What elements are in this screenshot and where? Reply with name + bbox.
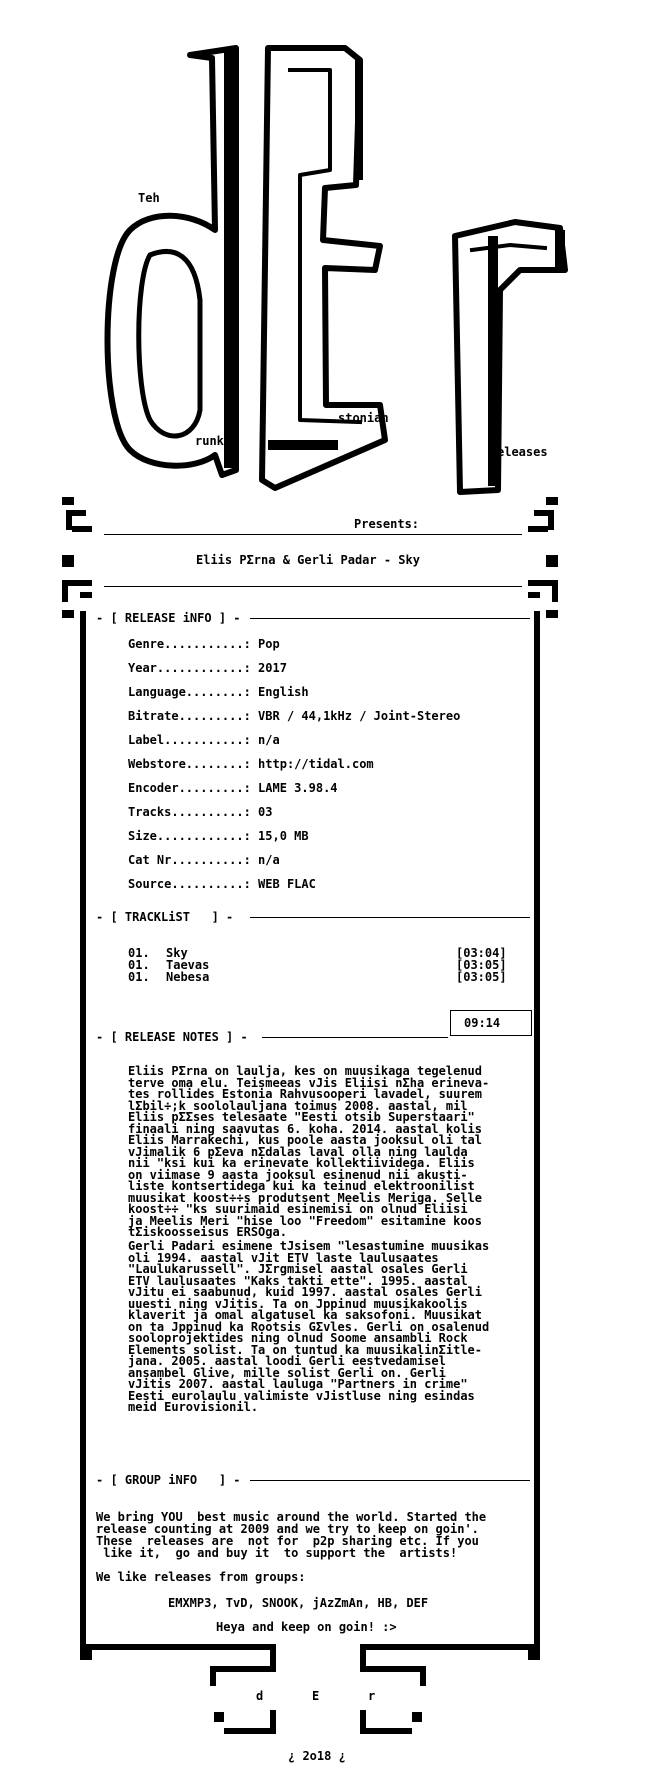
- info-year: Year............: 2017: [128, 661, 287, 675]
- release-notes-heading: - [ RELEASE NOTES ] -: [96, 1030, 248, 1044]
- info-tracks: Tracks..........: 03: [128, 805, 273, 819]
- presents-label: Presents:: [354, 517, 420, 531]
- release-notes-para-2: Gerli Padari esimene tJsisem "lesastumine muusikas oli 1994. aastal vJit ETV laste laulusaates "Laulukarussell". JΣrgmisel aastal osales Gerli ETV laulusaates "Kaks takti ette". 1995. aastal vJitu ei saabunud, kuid 1997. aastal osales Gerli uuesti ning vJitis. Ta on Jppinud muusikakoolis klaverit ja omal algatusel ka saksofoni. Muusikat on ta Jppinud ka Rootsis GΣvles. Gerli on osalenud sooloprojektides ning olnud Soome ansambli Rock Elements solist. Ta on tuntud ka muusikalinΣitle- jana. 2005. aastal loodi Gerli eestvedamisel ansambel Glive, mille solist Gerli on. Gerli vJitis 2007. aastal lauluga "Partners in crime" Eesti eurolaulu valimiste vJistluse ning esindas meid Eurovisionil.: [128, 1239, 490, 1414]
- info-source: Source..........: WEB FLAC: [128, 877, 316, 891]
- info-bitrate: Bitrate.........: VBR / 44,1kHz / Joint-Stereo: [128, 709, 461, 723]
- info-webstore: Webstore........: http://tidal.com: [128, 757, 374, 771]
- logo-stonian: stonian: [338, 411, 389, 425]
- footer-letter-r: r: [368, 1689, 376, 1703]
- footer-letter-d: d: [256, 1689, 264, 1703]
- track-time: [03:04]: [456, 946, 507, 960]
- groups-list: EMXMP3, TvD, SNOOK, jAzZmAn, HB, DEF: [168, 1596, 429, 1610]
- logo-runk: runk: [195, 434, 224, 448]
- info-size: Size............: 15,0 MB: [128, 829, 309, 843]
- logo-eleases: eleases: [497, 445, 548, 459]
- footer-year: ¿ 2o18 ¿: [288, 1749, 346, 1763]
- track-name: Taevas: [166, 958, 210, 972]
- track-time: [03:05]: [456, 970, 507, 984]
- group-info-text: We bring YOU best music around the world. Started the release counting at 2009 and we try to keep on goin'. These releases are not for p2p sharing etc. If you like it, go and buy it to support the artists!: [96, 1510, 487, 1560]
- track-number: 01.: [128, 970, 150, 984]
- signoff: Heya and keep on goin! :>: [216, 1620, 397, 1634]
- track-number: 01.: [128, 958, 150, 972]
- release-info-heading: - [ RELEASE iNFO ] -: [96, 611, 241, 625]
- release-title: Eliis PΣrna & Gerli Padar - Sky: [196, 553, 420, 567]
- logo-teh: Teh: [138, 191, 160, 205]
- info-language: Language........: English: [128, 685, 309, 699]
- groups-label: We like releases from groups:: [96, 1570, 306, 1584]
- footer-letter-e: E: [312, 1689, 320, 1703]
- track-name: Nebesa: [166, 970, 210, 984]
- release-notes-para-1: Eliis PΣrna on laulja, kes on muusikaga tegelenud terve oma elu. Teismeeas vJis Eliisi nΣha erineva- tes rollides Estonia Rahvusooperi lavadel, suurem lΣbil÷;k soololauljana toimus 2008. aastal, mil Eliis pΣΣses telesaate "Eesti otsib Superstaari" finaali ning saavutas 6. koha. 2014. aastal kolis Eliis Marrakechi, kus poole aasta jooksul oli tal vJimalik 6 pΣeva nΣdalas laval olla ning laulda nii "ksi kui ka erinevate kollektiividega. Eliis on viimase 9 aasta jooksul esinenud nii akusti- liste kontsertidega kui ka teinud elektroonilist muusikat koost÷÷s produtsent Meelis Meriga. Selle koost÷÷ "ks suurimaid esinemisi on olnud Eliisi ja Meelis Meri "hise loo "Freedom" esitamine koos tΣiskoosseisus ERSOga.: [128, 1064, 490, 1239]
- track-number: 01.: [128, 946, 150, 960]
- group-info-heading: - [ GROUP iNFO ] -: [96, 1473, 241, 1487]
- total-time: 09:14: [464, 1016, 501, 1030]
- info-label: Label...........: n/a: [128, 733, 280, 747]
- track-time: [03:05]: [456, 958, 507, 972]
- track-name: Sky: [166, 946, 188, 960]
- info-encoder: Encoder.........: LAME 3.98.4: [128, 781, 338, 795]
- info-genre: Genre...........: Pop: [128, 637, 280, 651]
- info-catnr: Cat Nr..........: n/a: [128, 853, 280, 867]
- tracklist-heading: - [ TRACKLiST ] -: [96, 910, 234, 924]
